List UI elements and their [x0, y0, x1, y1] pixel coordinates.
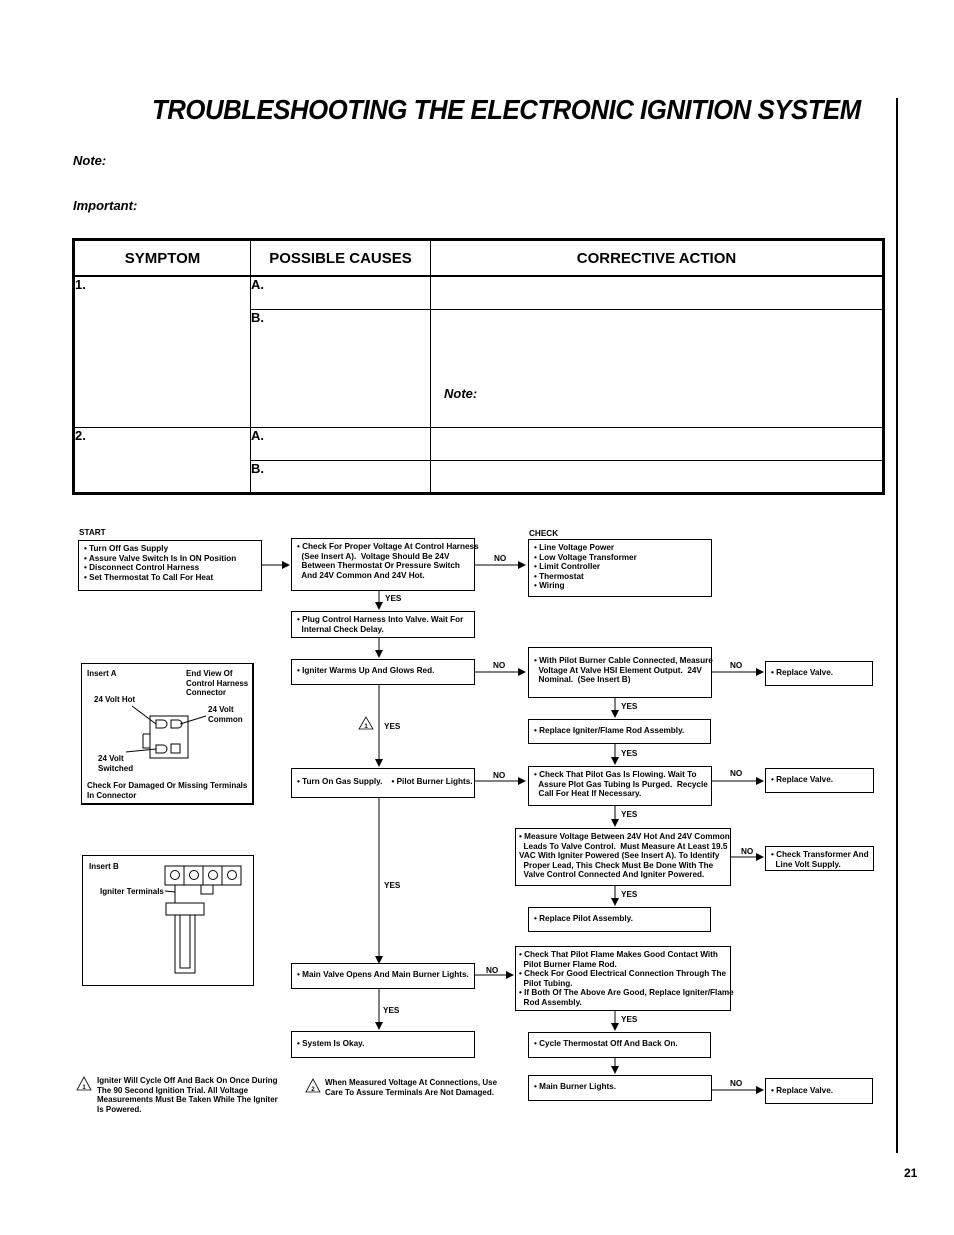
cause-letter: A. [251, 427, 264, 443]
flow-line: • Line Voltage Power [534, 543, 615, 552]
hot-label: 24 Volt Hot [94, 695, 136, 704]
no-label: NO [486, 966, 499, 975]
flow-line: • Measure Voltage Between 24V Hot And 24V Common [519, 832, 730, 841]
label-line: In Connector [87, 790, 137, 800]
warning-1-icon [76, 1076, 96, 1092]
flow-line: • If Both Of The Above Are Good, Replace Igniter/Flame [519, 988, 734, 998]
replace-pilot-box [528, 907, 711, 932]
footnote-2 [325, 1078, 497, 1097]
warning-number: 1 [364, 724, 368, 730]
pilot-gas-box [528, 766, 712, 806]
igniter-terminals-label: Igniter Terminals [100, 887, 164, 896]
yes-label: YES [621, 1015, 638, 1024]
flow-line: • Check That Pilot Flame Makes Good Contact With [519, 950, 718, 959]
yes-label: YES [384, 881, 401, 890]
turn-on-gas-box [291, 768, 475, 798]
header-corrective-action: CORRECTIVE ACTION [431, 240, 884, 277]
check-label: CHECK [529, 529, 559, 538]
plug-harness-box [291, 611, 475, 638]
pilot-cable-box [528, 647, 712, 698]
replace-igniter-box [528, 719, 711, 744]
footnote-line: When Measured Voltage At Connections, Use [325, 1078, 498, 1087]
warning-2-icon [305, 1078, 325, 1094]
flow-line: • Check Transformer And [771, 850, 869, 859]
label-line: Connector [186, 688, 226, 697]
cycle-thermostat-box [528, 1032, 711, 1058]
flow-line: • Replace Pilot Assembly. [534, 914, 633, 923]
flow-line: • Cycle Thermostat Off And Back On. [534, 1039, 678, 1048]
insert-a [81, 663, 254, 805]
no-label: NO [494, 554, 507, 563]
flow-line: • Set Thermostat To Call For Heat [84, 572, 214, 582]
header-possible-causes: POSSIBLE CAUSES [251, 240, 431, 277]
label-line: Common [208, 714, 243, 724]
flow-line: • Turn Off Gas Supply [84, 544, 169, 553]
symptom-number: 1. [75, 277, 86, 292]
flow-line: Pilot Burner Flame Rod. [519, 959, 617, 969]
check-transformer-box [765, 846, 874, 871]
flow-line: • Replace Igniter/Flame Rod Assembly. [534, 726, 685, 735]
footnote-line: The 90 Second Ignition Trial. All Voltage [97, 1085, 249, 1095]
replace-valve-box [765, 768, 874, 793]
label-line: 24 Volt [208, 705, 234, 714]
measure-voltage-box [515, 828, 731, 886]
flow-line: • Check For Proper Voltage At Control Harness [297, 542, 479, 551]
footnote-line: Igniter Will Cycle Off And Back On Once During [97, 1076, 278, 1085]
action-note-label: Note: [444, 385, 478, 401]
flow-line: • Turn On Gas Supply. • Pilot Burner Lights. [297, 777, 473, 786]
label-line: End View Of [186, 669, 233, 678]
footnote-1 [97, 1076, 278, 1114]
flow-line: • System Is Okay. [297, 1039, 365, 1048]
header-symptom: SYMPTOM [74, 240, 251, 277]
flow-line: • Assure Valve Switch Is In ON Position [84, 553, 237, 563]
yes-label: YES [383, 1006, 400, 1015]
yes-label: YES [621, 810, 638, 819]
flow-line: Call For Heat If Necessary. [534, 789, 642, 799]
warning-number: 1 [82, 1085, 86, 1091]
flow-line: • Replace Valve. [771, 668, 834, 677]
footnote-line: Measurements Must Be Taken While The Igniter [97, 1095, 278, 1105]
main-valve-box [291, 963, 475, 989]
yes-label: YES [621, 749, 638, 758]
flow-line: Nominal. (See Insert B) [534, 675, 631, 685]
flow-line: • With Pilot Burner Cable Connected, Measure [534, 656, 713, 665]
flow-line: • Thermostat [534, 571, 584, 581]
page-number: 21 [904, 1166, 918, 1180]
no-label: NO [730, 661, 743, 670]
flow-line: (See Insert A). Voltage Should Be 24V [297, 551, 450, 561]
label-line: Switched [98, 763, 134, 773]
flow-line: • Limit Controller [534, 562, 601, 572]
cause-letter: B. [251, 460, 264, 476]
flow-line: Assure Plot Gas Tubing Is Purged. Recycle [534, 779, 708, 789]
note-label: Note: [73, 153, 107, 168]
flow-line: • Check That Pilot Gas Is Flowing. Wait To [534, 770, 697, 779]
label-line: 24 Volt [98, 754, 124, 763]
flow-line: • Disconnect Control Harness [84, 563, 200, 573]
page-title: TROUBLESHOOTING THE ELECTRONIC IGNITION SYSTEM [152, 94, 861, 125]
symptom-number: 2. [75, 427, 86, 443]
footnote-line: Care To Assure Terminals Are Not Damaged. [325, 1087, 494, 1097]
flow-line: And 24V Common And 24V Hot. [297, 570, 425, 580]
flow-line: • Plug Control Harness Into Valve. Wait For [297, 615, 464, 624]
yes-label: YES [621, 890, 638, 899]
flow-line: VAC With Igniter Powered (See Insert A). To Identify [519, 851, 720, 861]
main-burner-lights-box [528, 1075, 712, 1101]
important-label: Important: [73, 198, 138, 213]
no-label: NO [493, 661, 506, 670]
yes-label: YES [384, 722, 401, 731]
start-label: START [79, 528, 106, 537]
insert-b-title: Insert B [89, 862, 119, 871]
flow-line: • Low Voltage Transformer [534, 552, 637, 562]
flow-line: • Replace Valve. [771, 1086, 834, 1095]
flow-line: • Main Burner Lights. [534, 1082, 617, 1091]
flow-line: • Igniter Warms Up And Glows Red. [297, 666, 435, 675]
flow-line: • Main Valve Opens And Main Burner Lights. [297, 970, 469, 979]
flow-line: Between Thermostat Or Pressure Switch [297, 561, 460, 571]
pilot-flame-box [515, 946, 734, 1011]
flow-line: • Replace Valve. [771, 775, 834, 784]
insert-a-title: Insert A [87, 669, 117, 678]
insert-a-caption [87, 781, 247, 800]
warning-number: 2 [311, 1087, 315, 1093]
replace-valve-box [765, 1078, 873, 1104]
flow-line: • Check For Good Electrical Connection Through The [519, 969, 727, 979]
no-label: NO [493, 771, 506, 780]
label-line: Check For Damaged Or Missing Terminals [87, 781, 248, 790]
yes-label: YES [385, 594, 402, 603]
igniter-warms-box [291, 659, 475, 685]
label-line: Control Harness [186, 678, 249, 688]
yes-label: YES [621, 702, 638, 711]
flow-line: Internal Check Delay. [297, 624, 384, 634]
footnote-line: Is Powered. [97, 1104, 142, 1114]
cause-letter: A. [251, 277, 264, 292]
insert-b [82, 855, 254, 986]
flow-line: Pilot Tubing. [519, 978, 573, 988]
flow-line: Proper Lead, This Check Must Be Done With The [519, 860, 714, 870]
flow-line: Voltage At Valve HSI Element Output. 24V [534, 665, 702, 675]
flow-line: Leads To Valve Control. Must Measure At Least 19.5 [519, 841, 728, 851]
start-box [78, 540, 262, 591]
check-voltage-box [291, 538, 479, 591]
no-label: NO [741, 847, 754, 856]
no-label: NO [730, 1079, 743, 1088]
flow-line: Rod Assembly. [519, 997, 582, 1007]
flow-line: Line Volt Supply. [771, 859, 841, 869]
system-ok-box [291, 1031, 475, 1058]
no-label: NO [730, 769, 743, 778]
igniter-diagram-icon [83, 856, 254, 986]
flow-line: • Wiring [534, 581, 565, 591]
replace-valve-box [765, 661, 873, 686]
cause-letter: B. [251, 309, 264, 325]
check-list-box [528, 539, 712, 597]
flow-line: Valve Control Connected And Igniter Powered. [519, 870, 705, 880]
